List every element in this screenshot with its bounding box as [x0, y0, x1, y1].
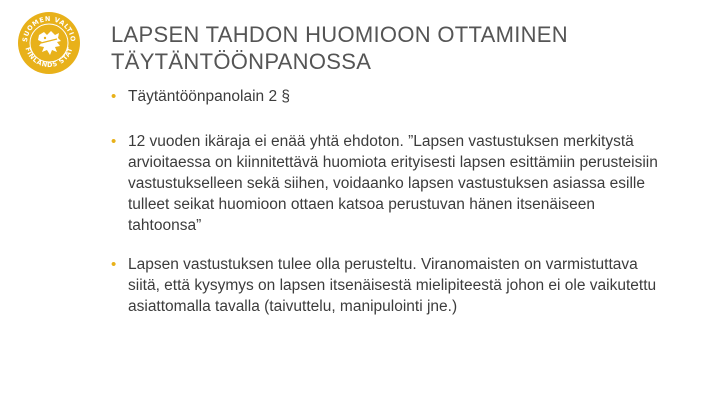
slide-title [111, 21, 701, 75]
bullet-dot-icon: • [111, 256, 117, 273]
svg-text:FINLANDS STAT: FINLANDS STAT [23, 46, 75, 70]
title-line-2: TÄYTÄNTÖÖNPANOSSA [111, 49, 372, 74]
bullet-dot-icon: • [111, 133, 117, 150]
bullet-text: Täytäntöönpanolain 2 § [128, 88, 291, 105]
bullet-text: 12 vuoden ikäraja ei enää yhtä ehdoton. ”Lapsen vastustuksen merkitystä arvioitaessa on kiinnitettävä huomiota erityisesti lapsen esittämiin perusteisiin vastustukselleen sekä siihen, voidaanko lapsen vastustuksen asiassa esille tulleet seikat huomioon ottaen katsoa perustuvan hänen itsenäiseen tahtoonsa” [128, 133, 658, 234]
lion-emblem-icon [17, 11, 81, 75]
svg-text:SUOMEN VALTIO: SUOMEN VALTIO [20, 14, 78, 43]
bullet-item [111, 254, 671, 317]
bullet-text: Lapsen vastustuksen tulee olla perusteltu. Viranomaisten on varmistuttava siitä, että kysymys on lapsen itsenäisestä mielipiteestä johon ei ole vaikutettu asiattomalla tavalla (taivuttelu, manipulointi jne.) [128, 256, 657, 315]
title-line-1: LAPSEN TAHDON HUOMIOON OTTAMINEN [111, 22, 568, 47]
bullet-item [111, 86, 671, 107]
bullet-item [111, 131, 671, 236]
bullet-dot-icon: • [111, 88, 117, 105]
bullet-list [111, 86, 671, 317]
government-logo [17, 11, 81, 75]
